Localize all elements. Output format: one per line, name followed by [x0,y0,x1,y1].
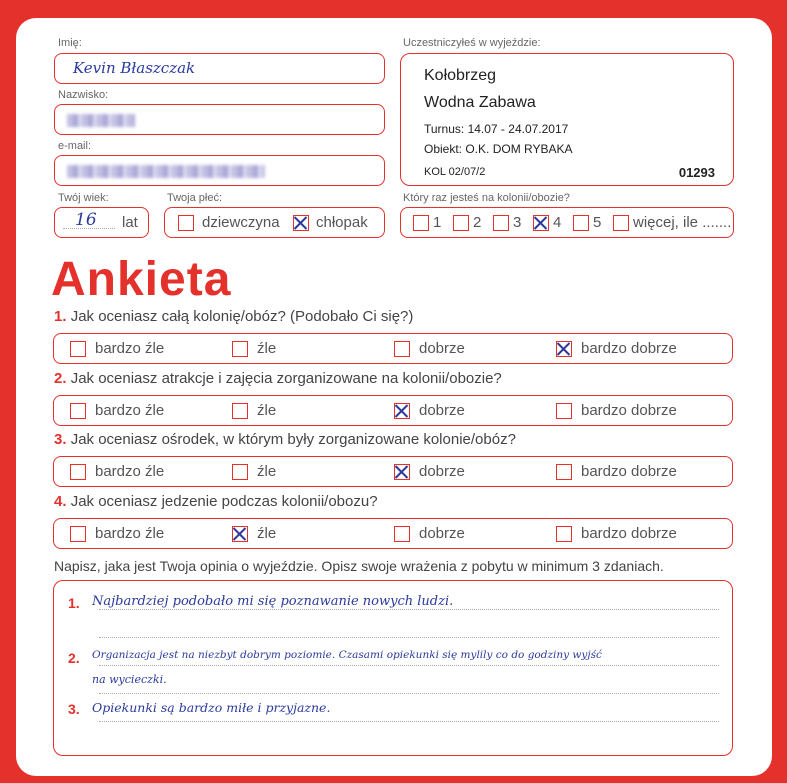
times-label: Który raz jesteś na kolonii/obozie? [403,192,570,204]
rating-option-label: bardzo źle [95,340,165,357]
rating-option-label: źle [257,402,277,419]
name-label: Imię: [58,37,82,49]
checkbox-q1-opt4[interactable] [556,341,572,357]
question-number: 4. [54,493,67,510]
rating-option-label: bardzo źle [95,463,165,480]
opinion-num-3: 3. [68,701,80,717]
age-unit: lat [122,214,138,231]
surname-label: Nazwisko: [58,89,109,101]
trip-obiekt: Obiekt: O.K. DOM RYBAKA [424,142,573,156]
rating-option-label: dobrze [419,463,465,480]
gender-field [164,207,385,238]
times-option-5: 5 [593,214,602,231]
opinion-num-1: 1. [68,595,80,611]
trip-box [400,53,734,186]
opinion-line-2: Organizacja jest na niezbyt dobrym poziomie. Czasami opiekunki się mylily co do godziny wyjść [92,649,602,661]
page-title: Ankieta [51,253,232,306]
rating-option-label: dobrze [419,525,465,542]
rating-option-label: bardzo dobrze [581,340,677,357]
rating-row-2 [53,395,733,426]
surname-field[interactable] [54,104,385,135]
age-label: Twój wiek: [58,192,109,204]
email-label: e-mail: [58,140,92,152]
email-field[interactable] [54,155,385,186]
checkbox-q2-opt3[interactable] [394,403,410,419]
question-number: 3. [54,431,67,448]
checkbox-q1-opt3[interactable] [394,341,410,357]
checkbox-times-4[interactable] [533,215,549,231]
gender-option-girl: dziewczyna [202,214,280,231]
opinion-prompt: Napisz, jaka jest Twoja opinia o wyjeździe. Opisz swoje wrażenia z pobytu w minimum 3 zdaniach. [54,558,664,574]
rating-option-label: bardzo dobrze [581,463,677,480]
trip-city: Kołobrzeg [424,67,497,84]
times-option-1: 1 [433,214,442,231]
age-value: 16 [75,210,97,230]
opinion-line-1: Najbardziej podobało mi się poznawanie nowych ludzi. [92,594,454,609]
times-field [400,207,734,238]
question-text: Jak oceniasz całą kolonię/obóz? (Podobało Ci się?) [70,308,414,325]
opinion-box[interactable] [53,580,733,756]
rating-option-label: źle [257,463,277,480]
question-1 [54,308,413,325]
rating-option-label: dobrze [419,402,465,419]
opinion-line-3: Opiekunki są bardzo miłe i przyjazne. [92,700,331,715]
times-option-more: więcej, ile ....... [633,214,732,231]
gender-option-boy: chłopak [316,214,368,231]
rating-row-4 [53,518,733,549]
rating-option-label: bardzo źle [95,525,165,542]
checkbox-q2-opt2[interactable] [232,403,248,419]
rating-option-label: źle [257,340,277,357]
rating-row-1 [53,333,733,364]
checkbox-girl[interactable] [178,215,194,231]
redacted-surname [67,114,135,127]
checkbox-times-1[interactable] [413,215,429,231]
times-option-3: 3 [513,214,522,231]
question-3 [54,431,516,448]
rating-option-label: bardzo źle [95,402,165,419]
checkbox-times-2[interactable] [453,215,469,231]
checkbox-times-3[interactable] [493,215,509,231]
checkbox-q4-opt3[interactable] [394,526,410,542]
checkbox-q1-opt1[interactable] [70,341,86,357]
question-number: 1. [54,308,67,325]
question-text: Jak oceniasz atrakcje i zajęcia zorganizowane na kolonii/obozie? [70,370,502,387]
checkbox-q4-opt2[interactable] [232,526,248,542]
redacted-email [67,165,265,178]
rating-row-3 [53,456,733,487]
opinion-line-2b: na wycieczki. [92,673,167,686]
checkbox-q1-opt2[interactable] [232,341,248,357]
gender-label: Twoja płeć: [167,192,223,204]
times-option-4: 4 [553,214,562,231]
checkbox-q2-opt4[interactable] [556,403,572,419]
age-field[interactable] [54,207,149,238]
rating-option-label: dobrze [419,340,465,357]
question-text: Jak oceniasz jedzenie podczas kolonii/obozu? [70,493,378,510]
trip-label: Uczestniczyłeś w wyjeździe: [403,37,541,49]
question-2 [54,370,502,387]
rating-option-label: bardzo dobrze [581,525,677,542]
trip-code: KOL 02/07/2 [424,166,486,178]
name-value: Kevin Błaszczak [73,59,196,77]
checkbox-q2-opt1[interactable] [70,403,86,419]
opinion-num-2: 2. [68,650,80,666]
rating-option-label: źle [257,525,277,542]
rating-option-label: bardzo dobrze [581,402,677,419]
trip-program: Wodna Zabawa [424,94,536,111]
checkbox-q3-opt2[interactable] [232,464,248,480]
name-field[interactable] [54,53,385,84]
checkbox-q3-opt4[interactable] [556,464,572,480]
checkbox-times-more[interactable] [613,215,629,231]
checkbox-times-5[interactable] [573,215,589,231]
survey-card [16,18,772,776]
trip-turnus: Turnus: 14.07 - 24.07.2017 [424,122,569,136]
checkbox-q3-opt1[interactable] [70,464,86,480]
question-text: Jak oceniasz ośrodek, w którym były zorganizowane kolonie/obóz? [70,431,516,448]
question-number: 2. [54,370,67,387]
times-option-2: 2 [473,214,482,231]
checkbox-q3-opt3[interactable] [394,464,410,480]
checkbox-boy[interactable] [293,215,309,231]
trip-number: 01293 [678,165,715,180]
checkbox-q4-opt1[interactable] [70,526,86,542]
checkbox-q4-opt4[interactable] [556,526,572,542]
question-4 [54,493,378,510]
